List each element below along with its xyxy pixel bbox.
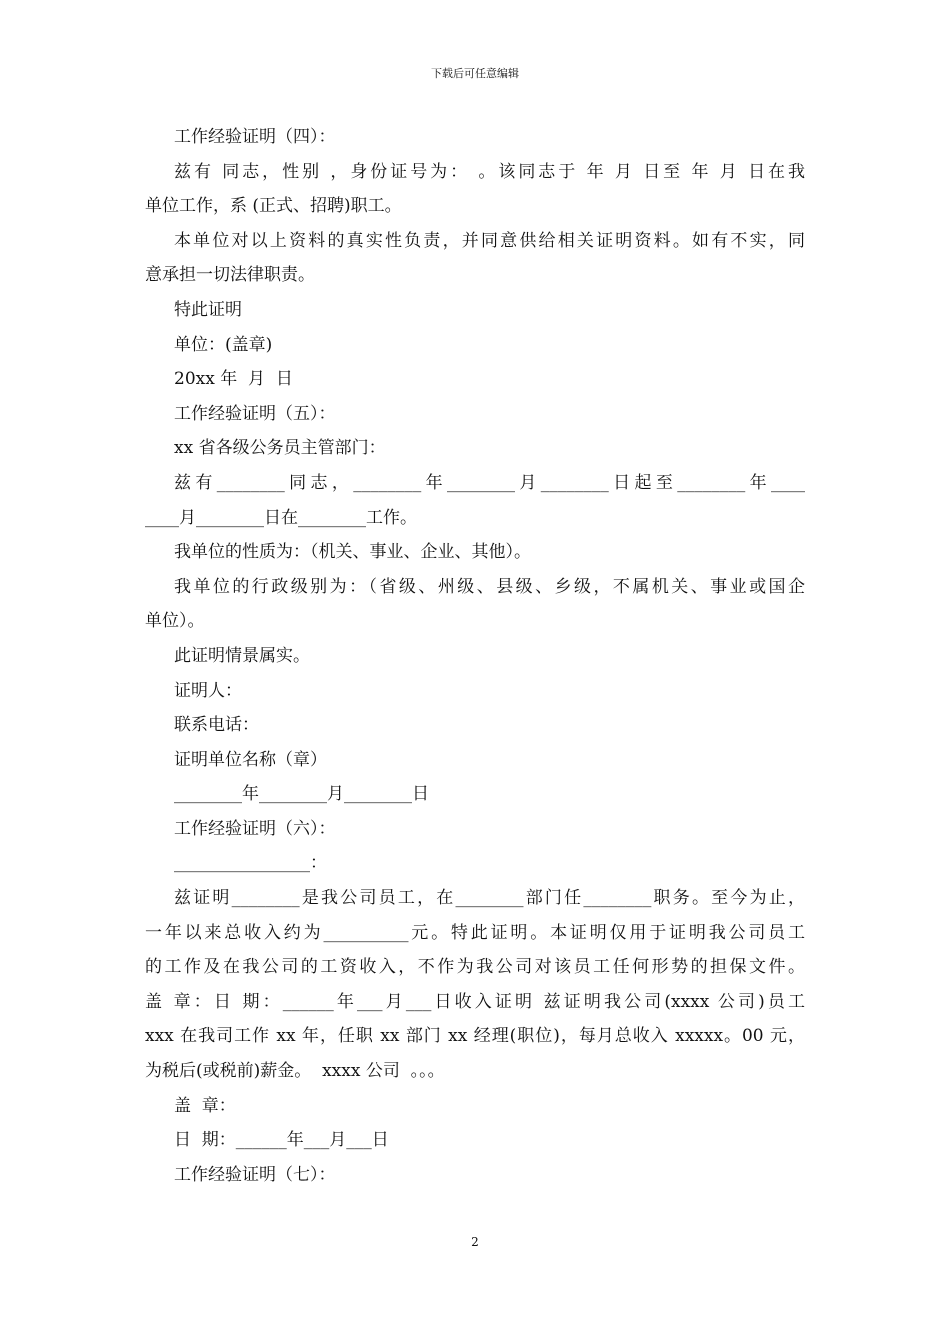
text-line: ________年________月________日 bbox=[174, 784, 429, 805]
text-line: 工作经验证明（六）： bbox=[174, 818, 336, 839]
text-line: 日 期：______年___月___日 bbox=[174, 1130, 389, 1151]
text-line: 单位：(盖章) bbox=[174, 334, 273, 355]
text-line: 我单位的行政级别为：（省级、州级、县级、乡级，不属机关、事业或国企 bbox=[174, 576, 805, 597]
text-line: 证明人： bbox=[174, 680, 242, 701]
text-line: 工作经验证明（四）： bbox=[174, 127, 336, 147]
text-line: ____月________日在________工作。 bbox=[145, 507, 417, 528]
text-line: 意承担一切法律职责。 bbox=[145, 265, 315, 286]
text-line: 兹有 同志，性别 ，身份证号为： 。该同志于 年 月 日至 年 月 日在我 bbox=[174, 161, 805, 182]
text-line: 特此证明 bbox=[174, 299, 242, 320]
text-line: ________________： bbox=[174, 853, 327, 874]
text-line: 证明单位名称（章） bbox=[174, 749, 327, 770]
text-line: 一年以来总收入约为__________元。特此证明。本证明仅用于证明我公司员工 bbox=[145, 922, 805, 943]
text-line: 单位）。 bbox=[145, 611, 205, 632]
text-line: 工作经验证明（五）： bbox=[174, 403, 336, 424]
text-line: 兹证明________是我公司员工，在________部门任________职务。至今为止， bbox=[174, 888, 805, 909]
document-body bbox=[145, 120, 805, 1192]
text-line: 的工作及在我公司的工资收入，不作为我公司对该员工任何形势的担保文件。 bbox=[145, 957, 805, 978]
text-line: 此证明情景属实。 bbox=[174, 645, 310, 666]
text-line: 我单位的性质为：（机关、事业、企业、其他）。 bbox=[174, 542, 531, 563]
text-line: xx 省各级公务员主管部门： bbox=[174, 438, 386, 459]
text-line: 为税后(或税前)薪金。 xxxx 公司 。。。 bbox=[145, 1061, 445, 1082]
text-line: 联系电话： bbox=[174, 715, 259, 736]
text-line: 兹有________同志，________年________月________日起至________年____ bbox=[174, 472, 805, 493]
text-line: 20xx 年 月 日 bbox=[174, 369, 293, 390]
page-number: 2 bbox=[471, 1235, 479, 1249]
page-header: 下载后可任意编辑 bbox=[431, 67, 519, 80]
text-line: 本单位对以上资料的真实性负责，并同意供给相关证明资料。如有不实，同 bbox=[174, 230, 805, 251]
text-line: 单位工作，系 (正式、招聘)职工。 bbox=[145, 196, 402, 217]
text-line: xxx 在我司工作 xx 年，任职 xx 部门 xx 经理(职位)，每月总收入 xxxxx。00 元， bbox=[145, 1026, 805, 1047]
text-line: 盖 章： bbox=[174, 1095, 236, 1116]
text-line: 工作经验证明（七）： bbox=[174, 1164, 336, 1185]
text-line: 盖 章：日 期：______年___月___日收入证明 兹证明我公司(xxxx 公司)员工 bbox=[145, 991, 805, 1012]
